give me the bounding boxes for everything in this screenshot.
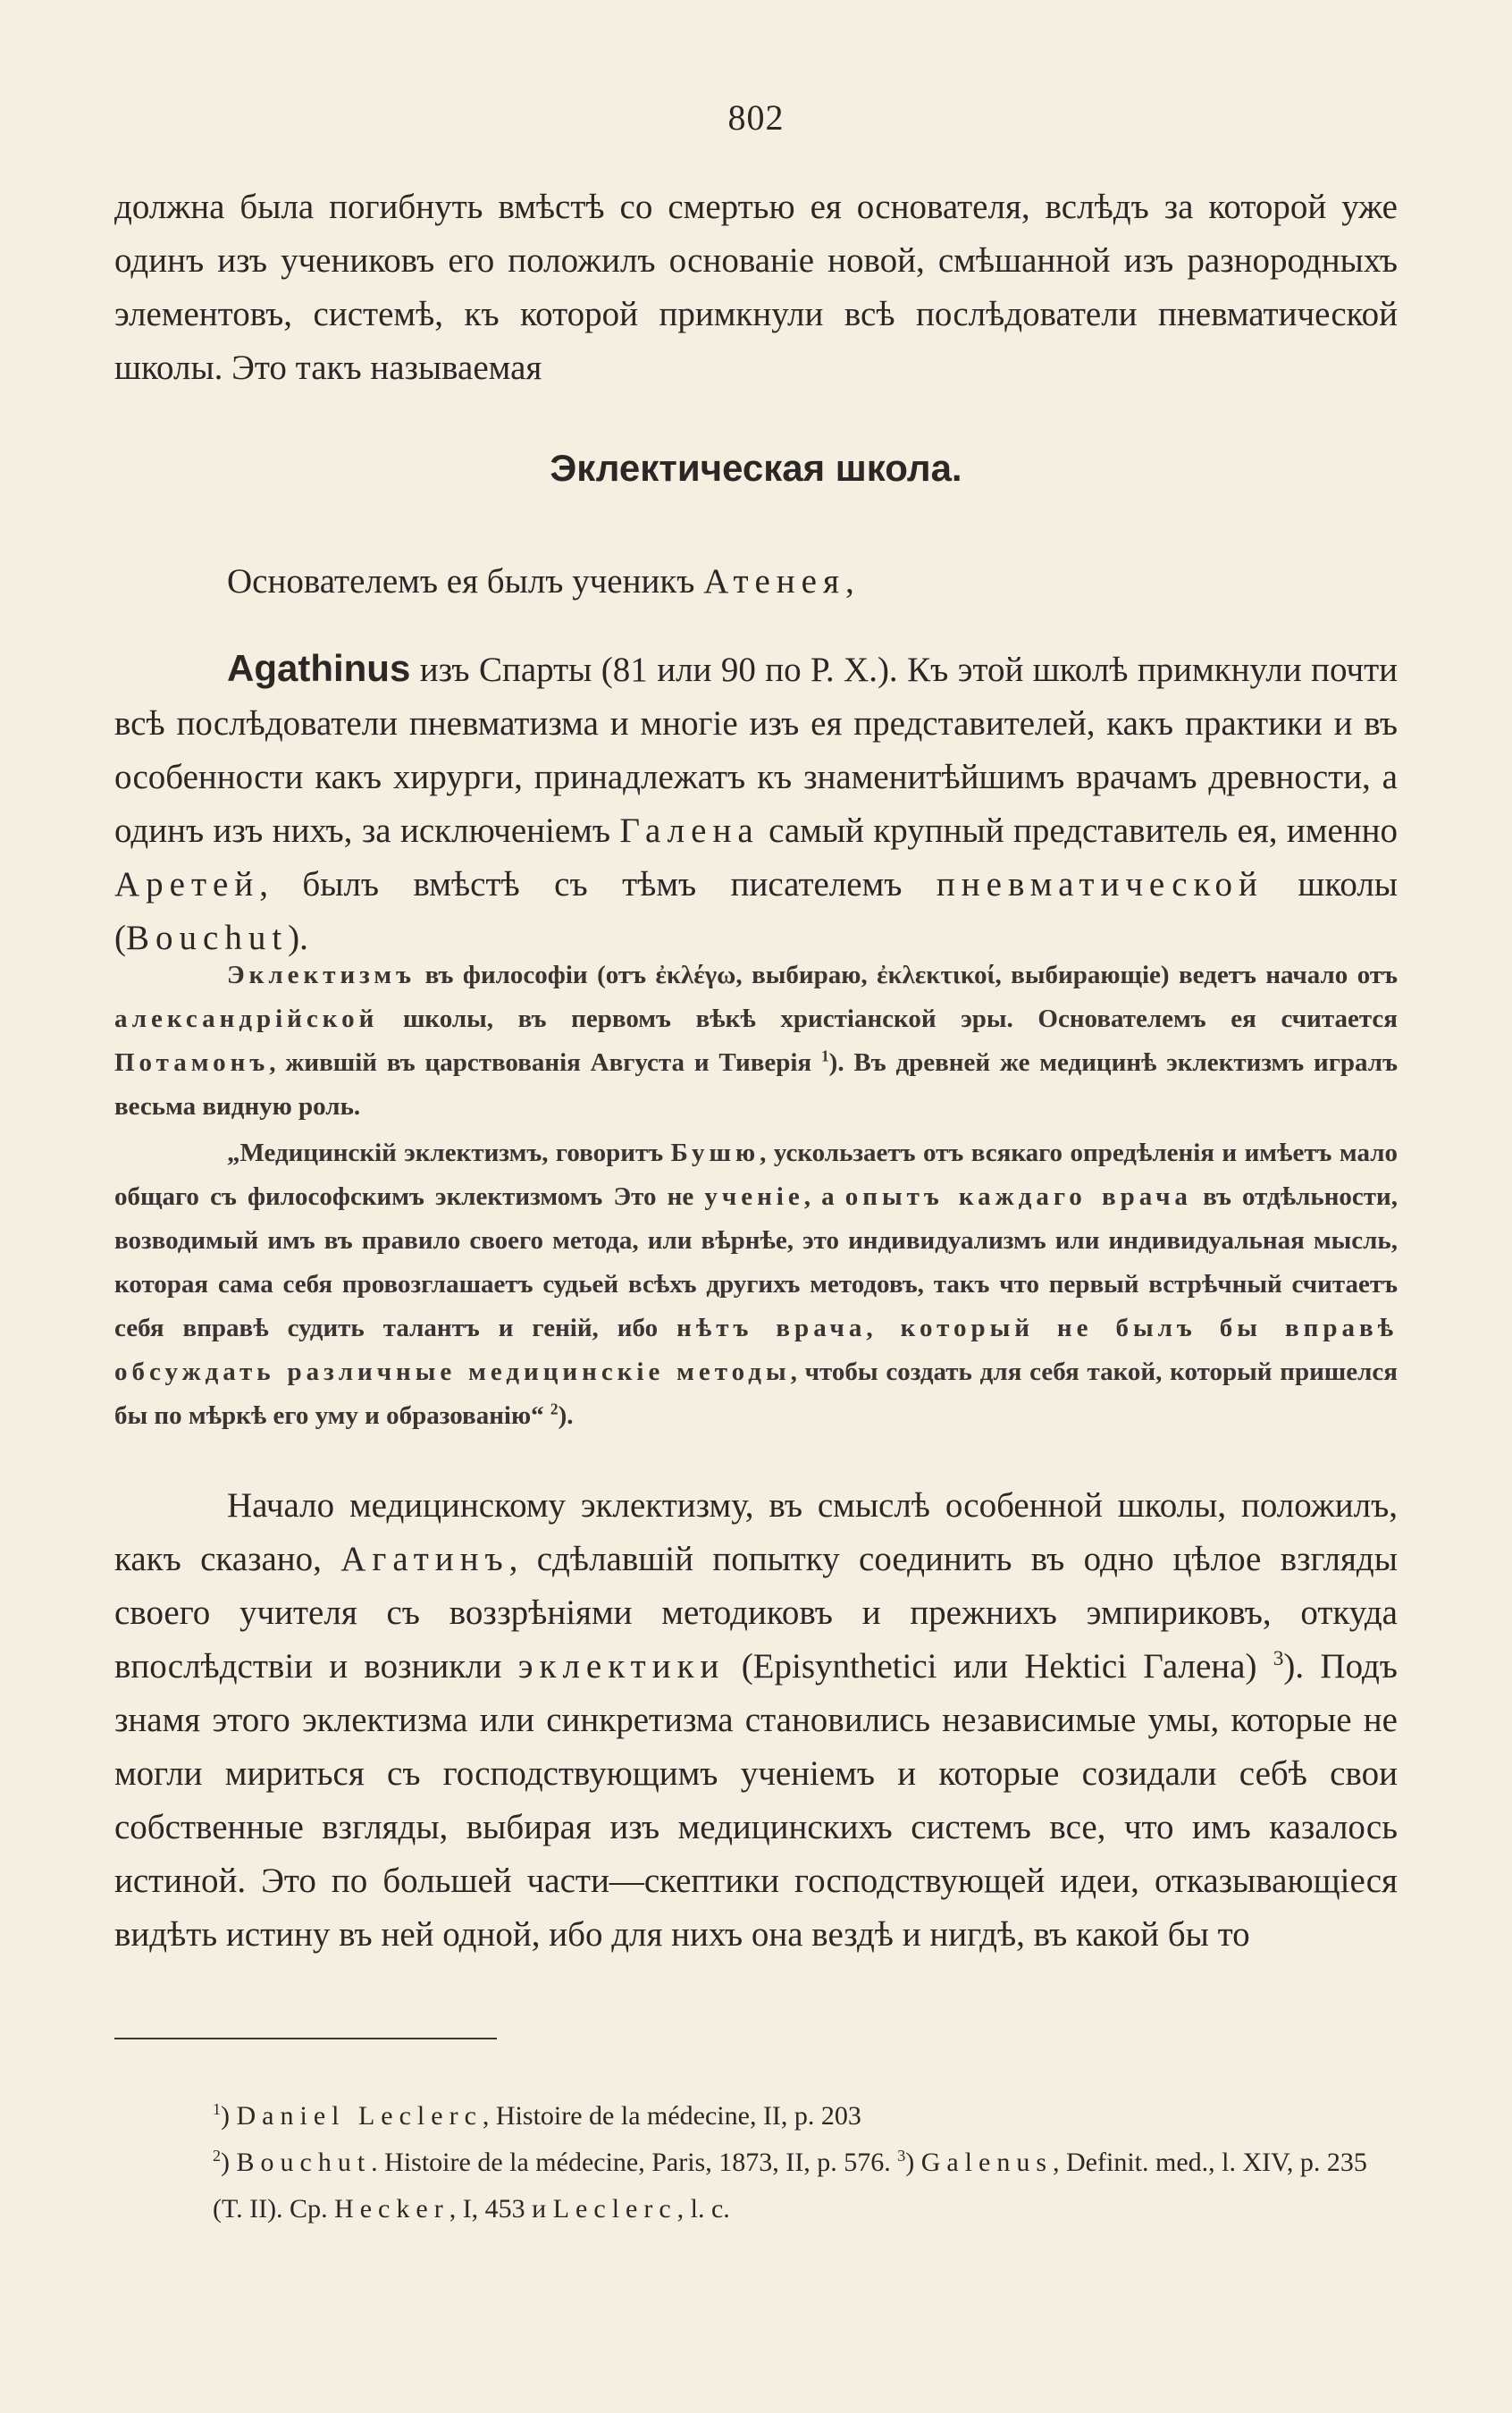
note-text: , жившій въ царствованія Августа и Тиверія bbox=[269, 1048, 821, 1077]
footnote-author: Leclerc bbox=[552, 2194, 677, 2224]
main-text: ). Подъ знамя этого эклектизма или синкретизма становились независимые умы, которые не могли мириться съ господствующимъ ученіемъ и которые созидали себѣ свои собственные взгляды, выбирая изъ медицинскихъ системъ все, что имъ казалось истиной. Это по большей части—скептики господствующей идеи, отказывающіеся видѣть истину въ ней одной, ибо для нихъ она вездѣ и нигдѣ, въ какой бы то bbox=[114, 1647, 1398, 1954]
footnote-text: , Histoire de la médecine, II, p. 203 bbox=[482, 2101, 861, 2131]
potamon-name: Потамонъ bbox=[114, 1048, 270, 1077]
main-text: (Episynthetici или Hektici Галена) bbox=[725, 1647, 1273, 1686]
footnote-separator bbox=[114, 2038, 497, 2039]
quote-text: , чтобы создать для себя такой, который пришелся бы по мѣркѣ его уму и образованію“ bbox=[114, 1358, 1398, 1430]
quote-text: въ отдѣльности, возводимый имъ въ правило своего метода, или вѣрнѣе, это индивидуализмъ или индивидуальная мысль, которая сама себя провозглашаетъ судьей всѣхъ другихъ методовъ, такъ что первый встрѣчный считаетъ себя вправѣ судить талантъ и геній, ибо bbox=[114, 1182, 1399, 1342]
pneumatic-emphasis: пневматической bbox=[936, 865, 1264, 904]
galen-name: Галена bbox=[619, 811, 760, 850]
section-heading: Эклектическая школа. bbox=[550, 447, 962, 489]
founder-name: Атенея bbox=[703, 562, 845, 601]
agathinus-name: Agathinus bbox=[227, 647, 411, 689]
founder-line-text: Основателемъ ея былъ ученикъ bbox=[227, 562, 704, 601]
footnote-ref-2: 2 bbox=[550, 1400, 559, 1418]
agathinus-paragraph bbox=[114, 642, 1398, 965]
agathinus-text: ). bbox=[288, 919, 308, 957]
agathinus-ru-name: Агатинъ bbox=[340, 1540, 509, 1578]
intro-paragraph-text: должна была погибнуть вмѣстѣ со смертью ея основателя, вслѣдъ за которой уже одинъ изъ учениковъ его положилъ основаніе новой, смѣшанной изъ разнородныхъ элементовъ, системѣ, къ которой примкнули всѣ послѣдователи пневматической школы. Это такъ называемая bbox=[114, 188, 1398, 387]
agathinus-text: самый крупный представитель ея, именно bbox=[759, 811, 1398, 850]
footnote-author: Bouchut bbox=[236, 2148, 372, 2177]
note-paragraph-bouchut-quote bbox=[114, 1131, 1398, 1438]
footnote-text: , l. c. bbox=[676, 2194, 730, 2224]
footnote-marker: 3 bbox=[897, 2147, 906, 2165]
agathinus-text: изъ Спарты (81 или 90 по Р. Х.). Къ этой школѣ примкнули почти всѣ послѣдователи пневматизма и многіе изъ ея представителей, какъ практики и въ особенности какъ хирурги, принадлежатъ къ знаменитѣйшимъ врачамъ древности, а одинъ изъ нихъ, за исключеніемъ bbox=[114, 651, 1398, 850]
footnote-text: , Definit. med., l. XIV, p. 235 (T. II). Ср. bbox=[213, 2148, 1367, 2224]
footnote-1: $^1$) Daniel Leclerc, Histoire de la médecine, II, p. 203 bbox=[213, 2100, 861, 2131]
quote-text: , ускользаетъ отъ всякаго опредѣленія и имѣетъ мало общаго съ философскимъ эклектизмомъ Это не bbox=[114, 1139, 1398, 1211]
note-paragraph-eclecticism bbox=[114, 954, 1398, 1129]
footnote-marker: 1 bbox=[213, 2100, 221, 2118]
founder-line bbox=[114, 555, 1398, 609]
main-text: Начало медицинскому эклектизму, въ смыслѣ особенной школы, положилъ, какъ сказано, bbox=[114, 1486, 1398, 1578]
main-paragraph bbox=[114, 1479, 1398, 1962]
intro-paragraph bbox=[114, 181, 1398, 395]
bouchut-name: Bouchut bbox=[126, 919, 289, 957]
teaching-emphasis: ученіе bbox=[704, 1182, 804, 1211]
quote-text: „Медицинскій эклектизмъ, говоритъ bbox=[227, 1139, 671, 1167]
no-doctor-emphasis: нѣтъ врача, который не былъ бы вправѣ обсуждать различные медицинскіе методы bbox=[114, 1314, 1399, 1386]
footnotes bbox=[114, 2093, 1398, 2232]
footnote-marker: 2 bbox=[213, 2147, 221, 2165]
note-text: ). Въ древней же медицинѣ эклектизмъ игралъ весьма видную роль. bbox=[114, 1048, 1398, 1121]
quote-text: , а bbox=[803, 1182, 845, 1211]
note-text: въ философіи (отъ ἐκλέγω, выбираю, ἐκλεκτικοί, выбирающіе) ведетъ начало отъ bbox=[416, 961, 1398, 989]
footnote-text: , I, 453 и bbox=[449, 2194, 553, 2224]
founder-line-end: , bbox=[844, 562, 854, 601]
footnote-author: Daniel Leclerc bbox=[236, 2101, 483, 2131]
agathinus-text: , былъ вмѣстѣ съ тѣмъ писателемъ bbox=[259, 865, 937, 904]
experience-emphasis: опытъ каждаго врача bbox=[844, 1182, 1192, 1211]
footnote-author: Galenus bbox=[920, 2148, 1054, 2177]
alexandrian-term: александрійской bbox=[114, 1005, 379, 1033]
note-text: школы, въ первомъ вѣкѣ христіанской эры. Основателемъ ея считается bbox=[378, 1005, 1398, 1033]
bouchut-ru-name: Бушю bbox=[670, 1139, 760, 1167]
eclectics-emphasis: эклектики bbox=[517, 1647, 726, 1686]
aretaeus-name: Аретей bbox=[114, 865, 260, 904]
agathinus-text: школы ( bbox=[114, 865, 1398, 957]
footnote-ref-1: 1 bbox=[820, 1047, 829, 1065]
main-text: , сдѣлавшій попытку соединить въ одно цѣлое взгляды своего учителя съ воззрѣніями методиковъ и прежнихъ эмпириковъ, откуда впослѣдствіи и возникли bbox=[114, 1540, 1398, 1686]
footnote-2-and-3: $^2$) Bouchut. Histoire de la médecine, Paris, 1873, II, p. 576. $^3$) Galenus, Definit. med., l. XIV, p. 235 (T. II). Ср. Hecker, I, 453 и Leclerc, l. c. bbox=[213, 2147, 1367, 2224]
quote-text: ). bbox=[558, 1401, 574, 1430]
footnote-author: Hecker bbox=[334, 2194, 449, 2224]
footnote-ref-3: 3 bbox=[1273, 1647, 1284, 1670]
footnote-text: . Histoire de la médecine, Paris, 1873, II, p. 576. bbox=[371, 2148, 898, 2177]
page-number: 802 bbox=[727, 97, 785, 138]
eclecticism-term: Эклектизмъ bbox=[227, 961, 416, 989]
